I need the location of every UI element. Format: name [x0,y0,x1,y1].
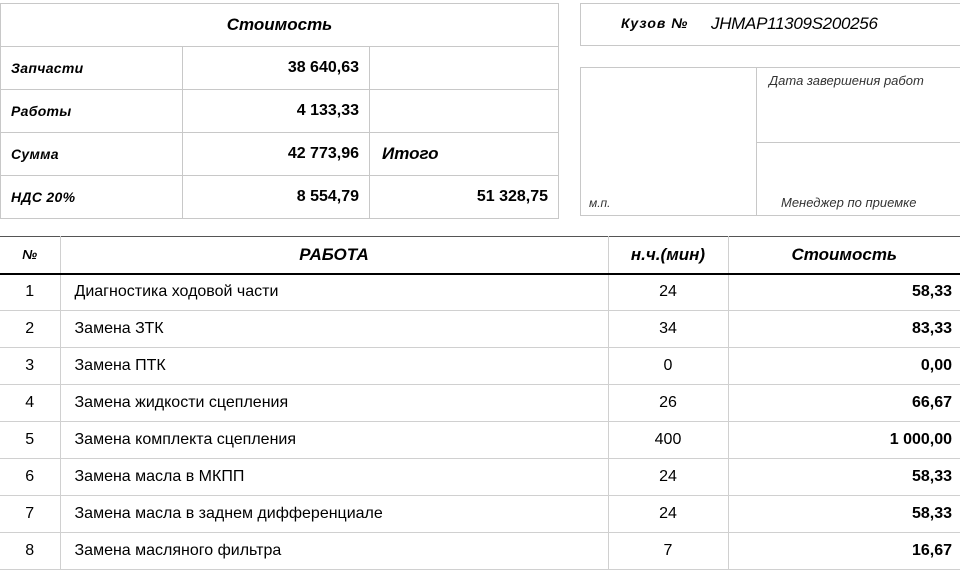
work-table-body [0,274,960,570]
divider [756,142,960,143]
table-row [0,348,960,385]
work-minutes: 26 [608,385,728,422]
vat-label: НДС 20% [1,176,183,219]
work-name: Замена комплекта сцепления [60,422,608,459]
table-row [0,311,960,348]
labor-value: 4 133,33 [183,90,370,133]
table-row [0,533,960,570]
row-number: 3 [0,348,60,385]
empty-cell [370,47,559,90]
work-minutes: 24 [608,459,728,496]
work-minutes: 24 [608,274,728,311]
row-number: 7 [0,496,60,533]
cost-summary-title: Стоимость [1,4,559,47]
work-name: Замена ЗТК [60,311,608,348]
column-header-work: РАБОТА [60,237,608,274]
completion-date-label: Дата завершения работ [769,73,924,88]
labor-label: Работы [1,90,183,133]
parts-label: Запчасти [1,47,183,90]
work-cost: 58,33 [728,274,960,311]
body-number-box [580,3,960,46]
work-minutes: 7 [608,533,728,570]
work-name: Замена ПТК [60,348,608,385]
sum-label: Сумма [1,133,183,176]
row-number: 5 [0,422,60,459]
column-header-cost: Стоимость [728,237,960,274]
cost-summary-table [0,3,559,219]
table-row [0,385,960,422]
work-cost: 16,67 [728,533,960,570]
work-name: Замена масла в МКПП [60,459,608,496]
cost-row-labor [1,90,559,133]
manager-label: Менеджер по приемке [781,195,917,210]
row-number: 6 [0,459,60,496]
cost-row-sum [1,133,559,176]
empty-cell [370,90,559,133]
vat-value: 8 554,79 [183,176,370,219]
work-minutes: 24 [608,496,728,533]
work-minutes: 0 [608,348,728,385]
work-cost: 66,67 [728,385,960,422]
work-name: Замена масла в заднем дифференциале [60,496,608,533]
work-cost: 58,33 [728,496,960,533]
total-value: 51 328,75 [370,176,559,219]
body-number-label: Кузов № [621,15,689,31]
row-number: 1 [0,274,60,311]
table-row [0,496,960,533]
body-number-value: JHMAP11309S200256 [711,14,878,33]
table-row [0,274,960,311]
cost-row-parts [1,47,559,90]
table-row [0,459,960,496]
signature-box [580,67,960,216]
work-cost: 58,33 [728,459,960,496]
work-minutes: 400 [608,422,728,459]
work-name: Замена масляного фильтра [60,533,608,570]
work-minutes: 34 [608,311,728,348]
table-row [0,422,960,459]
work-name: Замена жидкости сцепления [60,385,608,422]
row-number: 2 [0,311,60,348]
total-label: Итого [370,133,559,176]
work-name: Диагностика ходовой части [60,274,608,311]
column-header-minutes: н.ч.(мин) [608,237,728,274]
sum-value: 42 773,96 [183,133,370,176]
work-cost: 1 000,00 [728,422,960,459]
work-cost: 83,33 [728,311,960,348]
stamp-place-label: м.п. [589,196,611,210]
work-table [0,236,960,570]
column-header-number: № [0,237,60,274]
work-table-header-row [0,237,960,274]
row-number: 4 [0,385,60,422]
cost-summary-header-row [1,4,559,47]
work-cost: 0,00 [728,348,960,385]
parts-value: 38 640,63 [183,47,370,90]
row-number: 8 [0,533,60,570]
cost-row-vat [1,176,559,219]
